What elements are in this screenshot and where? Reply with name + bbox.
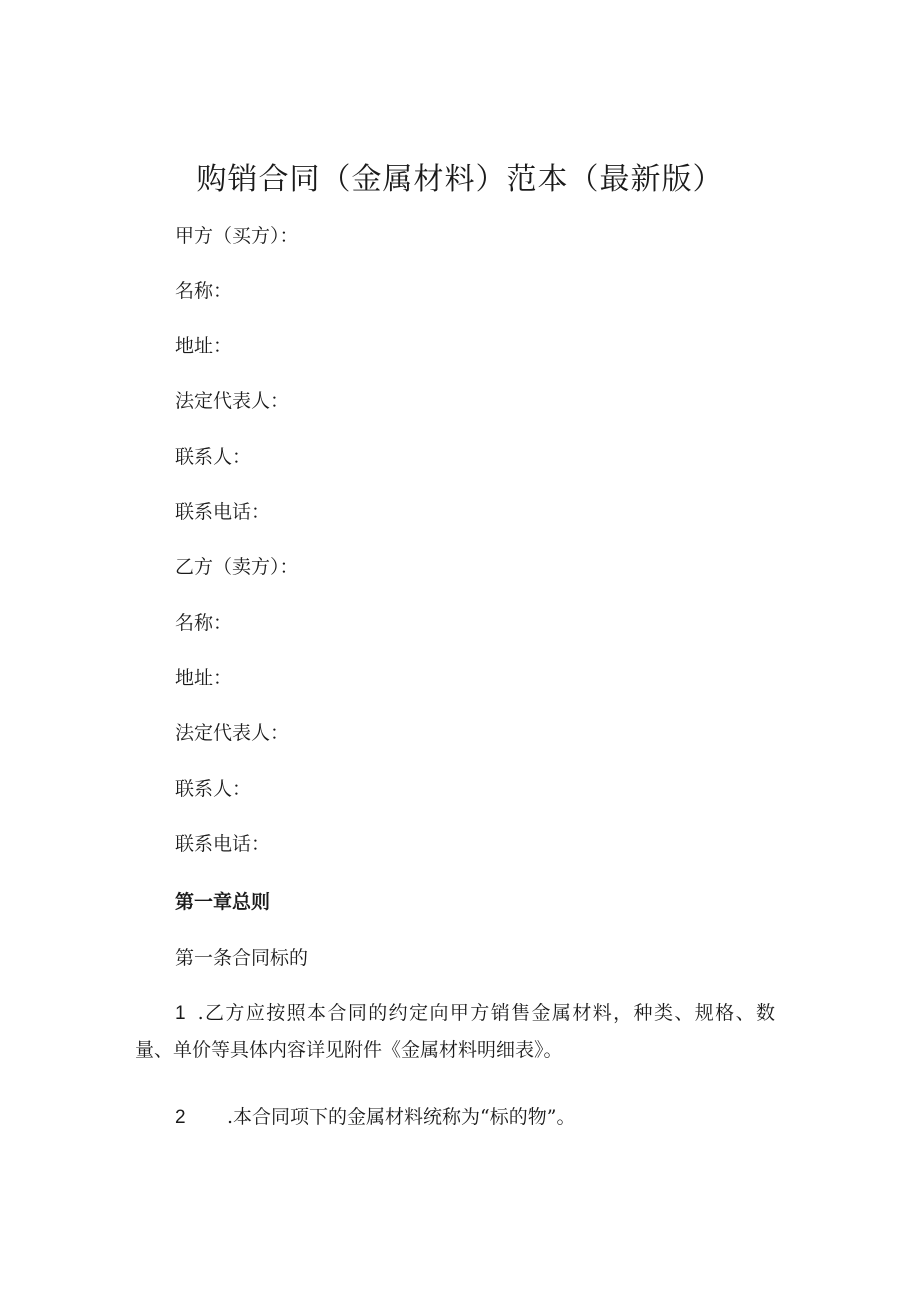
party-b-contact-label: 联系人： bbox=[175, 778, 252, 800]
party-a-name-label: 名称： bbox=[175, 280, 233, 302]
clause-1-text-line-2: 量、单价等具体内容详见附件《金属材料明细表》。 bbox=[135, 1039, 563, 1061]
clause-1-number: 1 bbox=[175, 1003, 186, 1024]
document-title: 购销合同（金属材料）范本（最新版） bbox=[196, 162, 724, 197]
party-b-address-label: 地址： bbox=[175, 667, 233, 689]
chapter-1-title: 第一章总则 bbox=[175, 891, 271, 913]
party-b-name-label: 名称： bbox=[175, 612, 233, 634]
party-a-legal-rep-label: 法定代表人： bbox=[175, 390, 290, 412]
clause-2-paragraph bbox=[175, 1103, 575, 1132]
clause-1-paragraph bbox=[135, 995, 775, 1069]
party-a-contact-label: 联系人： bbox=[175, 446, 252, 468]
clause-2-text: .本合同项下的金属材料统称为“标的物”。 bbox=[227, 1106, 576, 1128]
party-b-heading: 乙方（卖方）： bbox=[175, 556, 299, 578]
article-1-title: 第一条合同标的 bbox=[175, 947, 309, 969]
party-a-heading: 甲方（买方）： bbox=[175, 225, 299, 247]
clause-2-number: 2 bbox=[175, 1107, 186, 1128]
party-b-phone-label: 联系电话： bbox=[175, 833, 271, 855]
party-b-legal-rep-label: 法定代表人： bbox=[175, 722, 290, 744]
party-a-address-label: 地址： bbox=[175, 335, 233, 357]
clause-1-line-1 bbox=[135, 995, 775, 1032]
party-a-phone-label: 联系电话： bbox=[175, 501, 271, 523]
clause-1-text-line-1: .乙方应按照本合同的约定向甲方销售金属材料，种类、规格、数 bbox=[197, 1002, 775, 1024]
